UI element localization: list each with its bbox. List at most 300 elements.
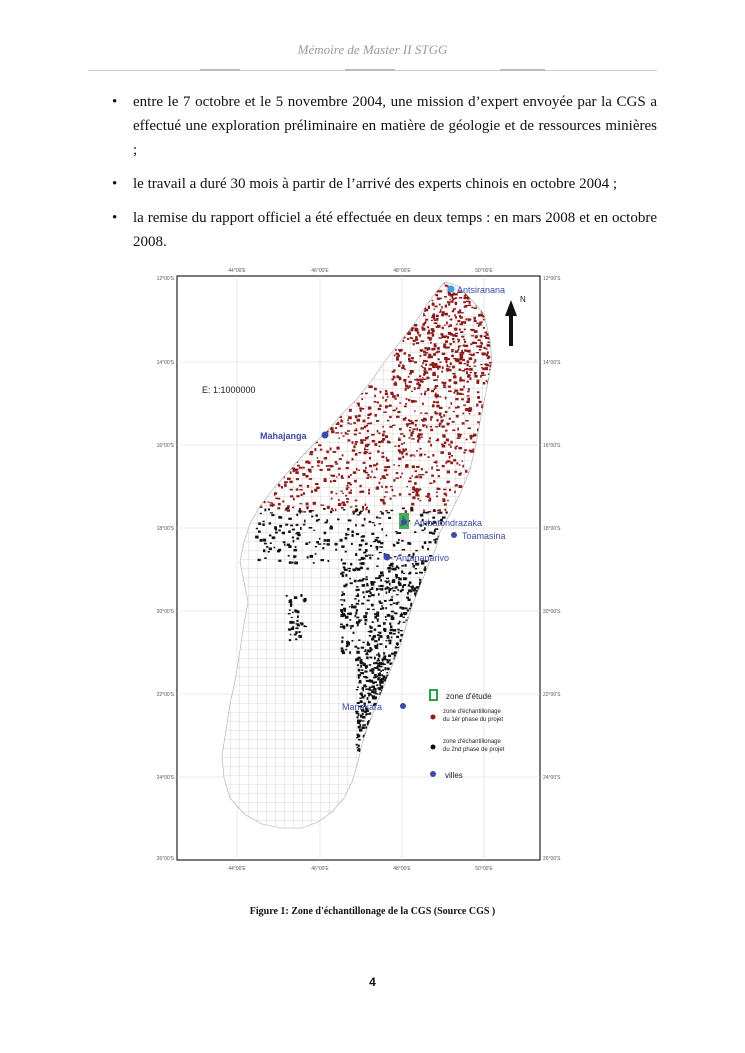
sampling-dot	[480, 375, 482, 378]
sampling-dot	[386, 640, 388, 641]
sampling-dot	[394, 651, 397, 654]
sampling-dot	[449, 324, 452, 327]
lat-tick-label: 22°00'S	[543, 692, 561, 698]
sampling-dot	[470, 343, 472, 345]
sampling-dot	[415, 328, 419, 331]
sampling-dot	[398, 445, 400, 447]
sampling-dot	[448, 444, 450, 446]
sampling-dot	[462, 465, 464, 468]
sampling-dot	[359, 544, 362, 547]
sampling-dot	[411, 357, 414, 359]
sampling-dot	[288, 545, 291, 548]
sampling-dot	[466, 401, 470, 403]
sampling-dot	[340, 425, 343, 427]
sampling-dot	[462, 413, 464, 415]
sampling-dot	[345, 574, 347, 577]
city-dot	[401, 519, 407, 525]
sampling-dot	[341, 507, 344, 509]
sampling-dot	[331, 475, 335, 477]
sampling-dot	[292, 537, 294, 539]
sampling-dot	[272, 536, 276, 539]
sampling-dot	[457, 311, 460, 314]
sampling-dot	[299, 485, 303, 487]
sampling-dot	[363, 439, 366, 441]
sampling-dot	[434, 529, 436, 532]
map-scale: E: 1:1000000	[202, 385, 256, 395]
sampling-dot	[476, 345, 479, 347]
figure-caption: Figure 1: Zone d'échantillonage de la CGS (Source CGS )	[249, 906, 496, 917]
sampling-dot	[469, 413, 471, 415]
sampling-dot	[439, 396, 441, 397]
city-label: Antananarivo	[396, 553, 450, 563]
sampling-dot	[357, 716, 359, 718]
sampling-dot	[454, 471, 457, 473]
sampling-dot	[432, 404, 435, 407]
legend-label: zone d'étude	[446, 692, 492, 701]
sampling-dot	[438, 366, 441, 369]
sampling-dot	[389, 632, 392, 635]
lat-tick-label: 18°00'S	[156, 526, 174, 532]
sampling-dot	[380, 608, 382, 610]
sampling-dot	[368, 510, 370, 512]
sampling-dot	[306, 503, 309, 506]
sampling-dot	[382, 669, 384, 671]
sampling-dot	[360, 409, 362, 412]
sampling-dot	[436, 465, 438, 466]
sampling-dot	[431, 475, 434, 477]
sampling-dot	[348, 519, 352, 521]
sampling-dot	[468, 388, 470, 391]
sampling-dot	[396, 566, 399, 569]
sampling-dot	[424, 566, 426, 568]
sampling-dot	[468, 319, 471, 320]
sampling-dot	[459, 329, 461, 331]
sampling-dot	[361, 726, 365, 729]
sampling-dot	[362, 724, 366, 726]
sampling-dot	[300, 594, 302, 597]
sampling-dot	[343, 614, 345, 617]
sampling-dot	[434, 306, 437, 308]
sampling-dot	[377, 588, 380, 589]
sampling-dot	[444, 493, 447, 496]
sampling-dot	[289, 600, 292, 603]
sampling-dot	[425, 319, 428, 321]
sampling-dot	[446, 512, 448, 514]
sampling-dot	[443, 500, 446, 503]
sampling-dot	[464, 363, 467, 364]
sampling-dot	[453, 309, 455, 310]
sampling-dot	[410, 370, 414, 372]
sampling-dot	[486, 354, 488, 357]
sampling-dot	[278, 503, 281, 505]
sampling-dot	[374, 667, 377, 668]
sampling-dot	[316, 515, 318, 517]
sampling-dot	[272, 504, 275, 507]
sampling-dot	[290, 525, 293, 527]
sampling-dot	[479, 401, 482, 403]
sampling-dot	[356, 737, 359, 738]
sampling-dot	[295, 469, 299, 471]
sampling-dot	[262, 524, 264, 527]
sampling-dot	[444, 325, 446, 326]
sampling-dot	[436, 405, 439, 408]
sampling-dot	[349, 606, 351, 608]
sampling-dot	[483, 327, 485, 329]
sampling-dot	[263, 549, 265, 552]
sampling-dot	[422, 362, 424, 364]
sampling-dot	[378, 658, 380, 660]
sampling-dot	[394, 409, 396, 411]
sampling-dot	[361, 491, 364, 493]
sampling-dot	[442, 434, 445, 437]
sampling-dot	[428, 330, 430, 333]
sampling-dot	[317, 465, 319, 467]
sampling-dot	[462, 370, 465, 372]
sampling-dot	[486, 380, 488, 382]
sampling-dot	[433, 379, 435, 381]
sampling-dot	[372, 621, 374, 623]
sampling-dot	[269, 534, 272, 536]
sampling-dot	[431, 390, 434, 392]
sampling-dot	[313, 530, 315, 531]
sampling-dot	[340, 539, 343, 542]
sampling-dot	[310, 555, 314, 558]
sampling-dot	[408, 589, 411, 591]
sampling-dot	[358, 669, 360, 672]
sampling-dot	[356, 651, 359, 654]
sampling-dot	[421, 326, 423, 329]
sampling-dot	[349, 651, 351, 654]
sampling-dot	[467, 360, 470, 363]
sampling-dot	[448, 390, 452, 392]
sampling-dot	[382, 426, 384, 427]
sampling-dot	[421, 436, 423, 438]
sampling-dot	[389, 442, 391, 444]
sampling-dot	[417, 563, 419, 566]
sampling-dot	[358, 415, 361, 418]
sampling-dot	[389, 643, 392, 645]
sampling-dot	[454, 314, 456, 316]
sampling-dot	[300, 622, 303, 624]
sampling-dot	[413, 343, 415, 345]
sampling-dot	[315, 483, 319, 485]
sampling-dot	[391, 636, 393, 638]
sampling-dot	[408, 399, 410, 401]
sampling-dot	[373, 692, 376, 693]
bullet-item	[112, 206, 657, 254]
sampling-dot	[307, 556, 309, 558]
sampling-dot	[387, 636, 390, 639]
sampling-dot	[326, 450, 329, 453]
sampling-dot	[338, 503, 341, 505]
sampling-dot	[380, 588, 383, 590]
sampling-dot	[429, 437, 431, 439]
sampling-dot	[336, 476, 338, 477]
sampling-dot	[359, 729, 363, 732]
sampling-dot	[451, 349, 454, 350]
sampling-dot	[433, 539, 436, 541]
sampling-dot	[386, 459, 389, 462]
sampling-dot	[377, 660, 381, 662]
sampling-dot	[459, 369, 462, 371]
sampling-dot	[398, 539, 400, 541]
sampling-dot	[461, 394, 464, 395]
sampling-dot	[394, 446, 396, 447]
sampling-dot	[392, 425, 395, 426]
sampling-dot	[415, 336, 417, 338]
sampling-dot	[408, 481, 412, 483]
sampling-dot	[346, 485, 348, 487]
sampling-dot	[442, 445, 446, 448]
sampling-dot	[469, 368, 473, 371]
phase2-legend-icon	[431, 745, 436, 750]
sampling-dot	[386, 672, 388, 673]
sampling-dot	[385, 399, 387, 400]
sampling-dot	[368, 489, 370, 492]
sampling-dot	[349, 492, 352, 494]
sampling-dot	[440, 512, 443, 514]
sampling-dot	[379, 663, 382, 665]
sampling-dot	[320, 505, 324, 506]
sampling-dot	[289, 639, 291, 641]
sampling-dot	[294, 634, 297, 636]
sampling-dot	[429, 532, 432, 534]
sampling-dot	[479, 321, 482, 323]
sampling-dot	[401, 443, 403, 445]
sampling-dot	[341, 559, 343, 562]
sampling-dot	[360, 427, 363, 429]
sampling-dot	[445, 347, 448, 349]
sampling-dot	[409, 477, 411, 479]
sampling-dot	[409, 429, 411, 431]
sampling-dot	[449, 343, 451, 345]
sampling-dot	[417, 440, 419, 442]
sampling-dot	[442, 353, 446, 355]
bullet-item	[112, 172, 657, 196]
sampling-dot	[335, 427, 337, 429]
sampling-dot	[304, 520, 306, 523]
sampling-dot	[372, 696, 374, 698]
sampling-dot	[430, 418, 432, 421]
sampling-dot	[282, 501, 284, 503]
sampling-dot	[462, 461, 464, 462]
sampling-dot	[338, 473, 340, 475]
sampling-dot	[430, 416, 433, 418]
sampling-dot	[419, 375, 421, 377]
sampling-dot	[384, 466, 387, 468]
sampling-dot	[471, 335, 474, 336]
sampling-dot	[296, 514, 298, 516]
sampling-dot	[403, 573, 405, 574]
sampling-dot	[321, 559, 325, 561]
sampling-dot	[399, 606, 401, 608]
sampling-dot	[380, 670, 382, 672]
sampling-dot	[356, 689, 359, 690]
sampling-dot	[432, 372, 435, 375]
sampling-dot	[369, 557, 371, 560]
sampling-dot	[412, 337, 414, 339]
sampling-dot	[295, 627, 298, 629]
sampling-dot	[341, 572, 344, 574]
sampling-dot	[402, 589, 404, 591]
sampling-dot	[416, 466, 420, 468]
sampling-dot	[466, 350, 469, 352]
sampling-dot	[263, 521, 265, 523]
sampling-dot	[458, 346, 460, 349]
sampling-dot	[365, 623, 367, 626]
sampling-dot	[379, 517, 382, 518]
sampling-dot	[467, 391, 470, 392]
sampling-dot	[367, 721, 369, 723]
sampling-dot	[380, 391, 382, 393]
sampling-dot	[390, 604, 393, 605]
sampling-dot	[368, 492, 370, 494]
sampling-dot	[349, 578, 351, 580]
sampling-dot	[332, 510, 334, 512]
sampling-dot	[303, 524, 306, 526]
sampling-dot	[455, 316, 457, 318]
sampling-dot	[350, 474, 352, 476]
sampling-dot	[341, 647, 344, 649]
sampling-dot	[399, 402, 401, 403]
sampling-dot	[479, 349, 482, 351]
sampling-dot	[428, 541, 431, 543]
sampling-dot	[341, 491, 343, 492]
sampling-dot	[397, 589, 399, 591]
sampling-dot	[342, 637, 344, 639]
sampling-dot	[379, 482, 381, 484]
sampling-dot	[388, 655, 391, 658]
sampling-dot	[363, 615, 367, 618]
sampling-dot	[439, 423, 442, 425]
sampling-dot	[381, 528, 383, 531]
sampling-dot	[360, 442, 363, 445]
city-dot	[451, 532, 457, 538]
sampling-dot	[395, 586, 398, 589]
sampling-dot	[430, 342, 432, 344]
sampling-dot	[470, 372, 473, 373]
sampling-dot	[455, 485, 457, 487]
sampling-dot	[355, 567, 357, 568]
sampling-dot	[358, 745, 360, 748]
sampling-dot	[416, 450, 418, 452]
sampling-dot	[275, 532, 278, 534]
sampling-dot	[387, 668, 390, 671]
sampling-dot	[291, 562, 293, 564]
sampling-dot	[479, 345, 481, 348]
sampling-dot	[439, 362, 441, 363]
sampling-dot	[378, 625, 382, 627]
sampling-dot	[449, 369, 452, 371]
sampling-dot	[359, 660, 362, 662]
sampling-dot	[336, 493, 338, 495]
sampling-dot	[268, 509, 270, 511]
bullet-text: le travail a duré 30 mois à partir de l’arrivé des experts chinois en octobre 2004 ;	[133, 176, 617, 192]
sampling-dot	[484, 332, 487, 334]
sampling-dot	[356, 712, 358, 714]
sampling-dot	[354, 598, 356, 600]
sampling-dot	[435, 393, 437, 395]
sampling-dot	[466, 345, 468, 347]
sampling-dot	[450, 462, 453, 465]
sampling-dot	[405, 417, 407, 419]
sampling-dot	[393, 568, 397, 571]
sampling-dot	[352, 569, 356, 571]
sampling-dot	[487, 351, 489, 354]
sampling-dot	[383, 655, 386, 657]
sampling-dot	[365, 472, 368, 474]
sampling-dot	[415, 572, 418, 574]
sampling-dot	[402, 508, 405, 510]
sampling-dot	[307, 508, 309, 509]
sampling-dot	[438, 475, 440, 477]
sampling-dot	[421, 530, 424, 532]
sampling-dot	[355, 615, 357, 618]
sampling-dot	[289, 561, 292, 564]
sampling-dot	[359, 698, 362, 699]
sampling-dot	[448, 452, 451, 455]
sampling-dot	[297, 615, 299, 618]
sampling-dot	[295, 556, 297, 558]
sampling-dot	[387, 466, 390, 468]
sampling-dot	[361, 603, 364, 605]
sampling-dot	[360, 716, 362, 718]
sampling-dot	[434, 320, 436, 322]
sampling-dot	[341, 604, 343, 606]
sampling-dot	[437, 325, 441, 328]
sampling-dot	[465, 305, 469, 306]
sampling-dot	[309, 453, 313, 455]
sampling-dot	[371, 587, 373, 590]
sampling-dot	[382, 434, 385, 437]
sampling-dot	[365, 612, 368, 615]
sampling-dot	[446, 370, 448, 372]
sampling-dot	[403, 617, 405, 619]
sampling-dot	[436, 318, 438, 321]
sampling-dot	[357, 749, 360, 751]
sampling-dot	[274, 547, 276, 549]
sampling-dot	[296, 537, 299, 539]
lat-tick-label: 24°00'S	[156, 775, 174, 781]
sampling-dot	[349, 619, 351, 621]
sampling-dot	[384, 600, 387, 602]
sampling-dot	[451, 455, 453, 457]
lon-tick-label: 48°00'E	[393, 268, 411, 274]
sampling-dot	[367, 430, 369, 432]
sampling-dot	[425, 321, 427, 323]
sampling-dot	[408, 493, 411, 495]
sampling-dot	[330, 511, 332, 514]
sampling-dot	[414, 531, 416, 533]
sampling-dot	[368, 694, 370, 696]
sampling-dot	[426, 309, 428, 312]
sampling-dot	[464, 295, 466, 297]
sampling-dot	[365, 508, 367, 510]
sampling-dot	[436, 323, 438, 325]
sampling-dot	[384, 469, 387, 471]
sampling-dot	[369, 635, 371, 637]
sampling-dot	[295, 631, 298, 634]
sampling-dot	[368, 453, 371, 455]
sampling-dot	[357, 403, 360, 405]
sampling-dot	[431, 317, 434, 318]
sampling-dot	[286, 507, 290, 509]
sampling-dot	[460, 331, 463, 333]
sampling-dot	[278, 560, 281, 562]
sampling-dot	[407, 609, 410, 611]
sampling-dot	[385, 406, 387, 409]
sampling-dot	[396, 408, 398, 410]
